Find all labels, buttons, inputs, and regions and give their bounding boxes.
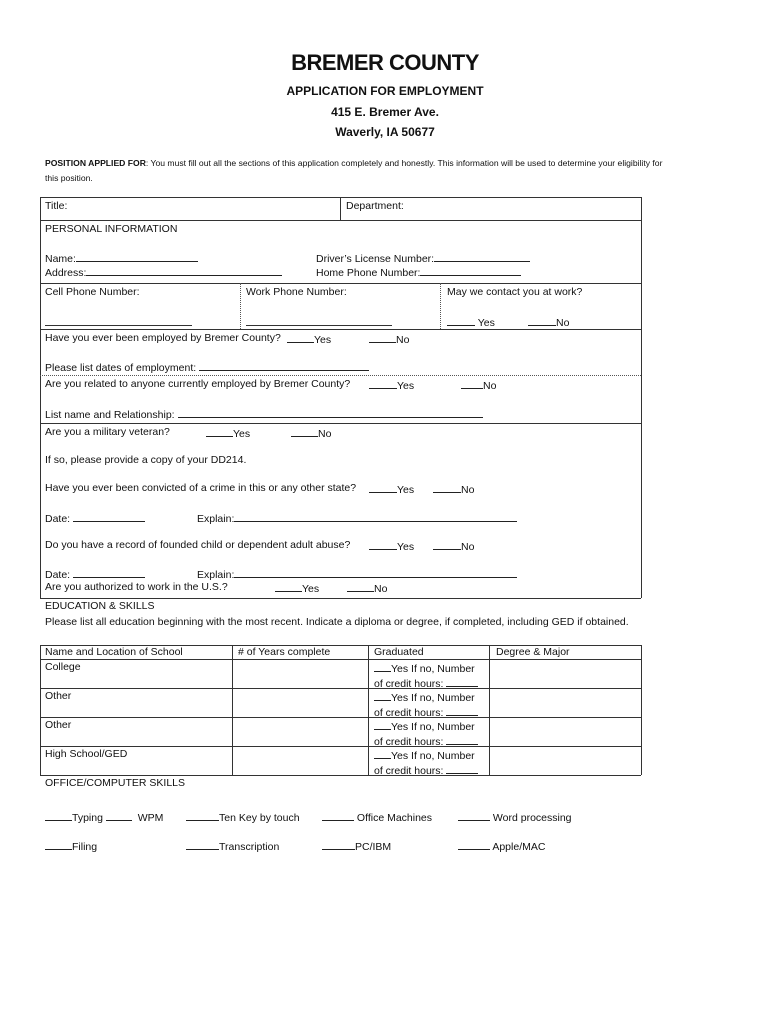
skills-heading: OFFICE/COMPUTER SKILLS: [45, 777, 186, 789]
skill-filing[interactable]: [45, 839, 97, 853]
box-left: [40, 197, 41, 598]
drivers-license-field[interactable]: [316, 251, 530, 265]
conviction-explain-label: Explain:: [197, 513, 235, 525]
abuse-date-label: Date:: [45, 569, 71, 581]
authorized-yes-label: Yes: [302, 583, 320, 595]
transcription-blank[interactable]: [186, 839, 219, 850]
name-field[interactable]: [45, 251, 198, 265]
convicted-no-label: No: [461, 484, 475, 496]
edu-row-other-2: Other: [45, 719, 72, 731]
graduated-yes-blank[interactable]: [374, 661, 391, 672]
address-line-1: 415 E. Bremer Ave.: [331, 105, 439, 119]
abuse-date-blank[interactable]: [73, 567, 145, 578]
address-line-2: Waverly, IA 50677: [335, 125, 435, 139]
intro-text-2: this position.: [45, 173, 93, 183]
phone-divider-1: [240, 283, 241, 329]
dd214-label: If so, please provide a copy of your DD214.: [45, 454, 247, 466]
edu-col-header-years: # of Years complete: [238, 646, 331, 658]
title-divider: [340, 197, 341, 220]
authorized-label: Are you authorized to work in the U.S.?: [45, 581, 228, 593]
veteran-yes-blank[interactable]: [206, 426, 233, 437]
authorized-yes-blank[interactable]: [275, 581, 302, 592]
employed-no-label: No: [396, 334, 410, 346]
edu-col-2: [368, 645, 369, 775]
graduated-cell[interactable]: [374, 690, 478, 720]
county-title: BREMER COUNTY: [291, 50, 479, 75]
veteran-no[interactable]: [291, 426, 331, 440]
filing-blank[interactable]: [45, 839, 72, 850]
graduated-line-2: of credit hours:: [374, 765, 444, 777]
employed-before-label: Have you ever been employed by Bremer County?: [45, 332, 281, 344]
apple-mac-label: Apple/MAC: [492, 841, 546, 853]
education-instructions: Please list all education beginning with the most recent. Indicate a diploma or degree, if completed, including GED if obtained.: [45, 616, 629, 628]
edu-row-line-2: [40, 717, 641, 718]
skill-apple-mac[interactable]: [458, 839, 545, 853]
related-no-label: No: [483, 380, 497, 392]
ten-key-label: Ten Key by touch: [219, 812, 300, 824]
abuse-explain-label: Explain:: [197, 569, 235, 581]
abuse-date-field[interactable]: [45, 567, 145, 581]
box-bottom: [40, 598, 641, 599]
abuse-no-blank[interactable]: [433, 539, 461, 550]
edu-col-header-school: Name and Location of School: [45, 646, 183, 658]
graduated-yes-blank[interactable]: [374, 690, 391, 701]
authorized-no-label: No: [374, 583, 388, 595]
graduated-line-2: of credit hours:: [374, 736, 444, 748]
graduated-line-2: of credit hours:: [374, 678, 444, 690]
typing-label: Typing: [72, 812, 103, 824]
abuse-yes[interactable]: [369, 539, 414, 553]
convicted-label: Have you ever been convicted of a crime in this or any other state?: [45, 482, 357, 494]
dotted-divider-1: [40, 375, 641, 376]
related-no[interactable]: [461, 378, 496, 392]
abuse-yes-label: Yes: [397, 541, 415, 553]
pc-ibm-blank[interactable]: [322, 839, 355, 850]
edu-header-bottom: [40, 659, 641, 660]
intro-text-1: : You must fill out all the sections of this application completely and honestly. This information will be used to determine your eligibility for: [145, 158, 663, 168]
line-after-related: [40, 423, 641, 424]
authorized-no[interactable]: [347, 581, 387, 595]
employed-yes[interactable]: [287, 332, 331, 346]
line-before-phones: [40, 283, 641, 284]
contact-yes-blank[interactable]: [447, 315, 475, 326]
employed-yes-blank[interactable]: [287, 332, 314, 343]
skill-transcription[interactable]: [186, 839, 279, 853]
contact-yes-label: Yes: [477, 317, 495, 329]
home-phone-label: Home Phone Number:: [316, 267, 421, 279]
credit-hours-blank[interactable]: [446, 676, 478, 687]
contact-no-label: No: [556, 317, 570, 329]
contact-yes[interactable]: [447, 315, 495, 329]
office-machines-label: Office Machines: [356, 812, 433, 824]
position-applied-label: POSITION APPLIED FOR: [45, 158, 146, 168]
word-processing-blank[interactable]: [458, 810, 490, 821]
edu-row-other-1: Other: [45, 690, 72, 702]
drivers-license-blank[interactable]: [434, 251, 530, 262]
graduated-yes-blank[interactable]: [374, 719, 391, 730]
employed-no-blank[interactable]: [369, 332, 396, 343]
dates-employment-blank[interactable]: [199, 360, 369, 371]
conviction-explain-field[interactable]: [197, 511, 517, 525]
related-no-blank[interactable]: [461, 378, 483, 389]
employed-yes-label: Yes: [314, 334, 332, 346]
title-label: Title:: [45, 200, 68, 212]
graduated-line-1: Yes If no, Number: [391, 663, 475, 675]
name-relationship-field[interactable]: [45, 407, 483, 421]
graduated-line-2: of credit hours:: [374, 707, 444, 719]
dates-employment-label: Please list dates of employment:: [45, 362, 197, 374]
graduated-line-1: Yes If no, Number: [391, 692, 475, 704]
abuse-no[interactable]: [433, 539, 474, 553]
related-yes-blank[interactable]: [369, 378, 397, 389]
department-label: Department:: [346, 200, 404, 212]
related-yes[interactable]: [369, 378, 414, 392]
cell-phone-blank[interactable]: [45, 325, 192, 326]
phone-divider-2: [440, 283, 441, 329]
contact-no[interactable]: [528, 315, 569, 329]
transcription-label: Transcription: [219, 841, 280, 853]
convicted-no[interactable]: [433, 482, 474, 496]
address-blank[interactable]: [86, 265, 282, 276]
credit-hours-blank[interactable]: [446, 734, 478, 745]
conviction-date-label: Date:: [45, 513, 71, 525]
home-phone-blank[interactable]: [420, 265, 521, 276]
name-relationship-blank[interactable]: [178, 407, 483, 418]
graduated-line-1: Yes If no, Number: [391, 721, 475, 733]
drivers-license-label: Driver’s License Number:: [316, 253, 435, 265]
edu-row-highschool: High School/GED: [45, 748, 128, 760]
name-label: Name:: [45, 253, 76, 265]
employed-no[interactable]: [369, 332, 409, 346]
authorized-no-blank[interactable]: [347, 581, 374, 592]
education-heading: EDUCATION & SKILLS: [45, 600, 155, 612]
edu-col-4: [641, 645, 642, 775]
ten-key-blank[interactable]: [186, 810, 219, 821]
edu-row-line-3: [40, 746, 641, 747]
convicted-yes-blank[interactable]: [369, 482, 397, 493]
line-after-title: [40, 220, 641, 221]
veteran-no-label: No: [318, 428, 332, 440]
wpm-blank[interactable]: [106, 810, 132, 821]
graduated-cell[interactable]: [374, 661, 478, 691]
home-phone-field[interactable]: [316, 265, 521, 279]
filing-label: Filing: [72, 841, 98, 853]
convicted-yes[interactable]: [369, 482, 414, 496]
related-label: Are you related to anyone currently employed by Bremer County?: [45, 378, 351, 390]
personal-info-heading: PERSONAL INFORMATION: [45, 223, 178, 235]
address-field[interactable]: [45, 265, 282, 279]
abuse-record-label: Do you have a record of founded child or dependent adult abuse?: [45, 539, 351, 551]
convicted-yes-label: Yes: [397, 484, 415, 496]
edu-col-header-graduated: Graduated: [374, 646, 424, 658]
word-processing-label: Word processing: [492, 812, 572, 824]
typing-blank[interactable]: [45, 810, 72, 821]
authorized-yes[interactable]: [275, 581, 319, 595]
conviction-explain-blank[interactable]: [234, 511, 517, 522]
veteran-label: Are you a military veteran?: [45, 426, 170, 438]
convicted-no-blank[interactable]: [433, 482, 461, 493]
veteran-yes[interactable]: [206, 426, 250, 440]
veteran-yes-label: Yes: [233, 428, 251, 440]
edu-col-3: [489, 645, 490, 775]
name-blank[interactable]: [76, 251, 198, 262]
address-label: Address:: [45, 267, 87, 279]
apple-mac-blank[interactable]: [458, 839, 490, 850]
credit-hours-blank[interactable]: [446, 763, 478, 774]
edu-table-bottom: [40, 775, 641, 776]
skill-typing[interactable]: [45, 810, 163, 824]
veteran-no-blank[interactable]: [291, 426, 318, 437]
graduated-yes-blank[interactable]: [374, 748, 391, 759]
abuse-yes-blank[interactable]: [369, 539, 397, 550]
graduated-line-1: Yes If no, Number: [391, 750, 475, 762]
office-machines-blank[interactable]: [322, 810, 354, 821]
abuse-no-label: No: [461, 541, 475, 553]
conviction-date-blank[interactable]: [73, 511, 145, 522]
skill-ten-key[interactable]: [186, 810, 300, 824]
skill-word-processing[interactable]: [458, 810, 572, 824]
work-phone-label: Work Phone Number:: [246, 286, 347, 298]
line-after-phones: [40, 329, 641, 330]
graduated-cell[interactable]: [374, 719, 478, 749]
abuse-explain-blank[interactable]: [234, 567, 517, 578]
skill-pc-ibm[interactable]: [322, 839, 391, 853]
edu-row-college: College: [45, 661, 81, 673]
edu-col-0: [40, 645, 41, 775]
form-title: APPLICATION FOR EMPLOYMENT: [286, 84, 484, 98]
name-relationship-label: List name and Relationship:: [45, 409, 175, 421]
related-yes-label: Yes: [397, 380, 415, 392]
edu-col-1: [232, 645, 233, 775]
wpm-label: WPM: [137, 812, 164, 824]
work-phone-blank[interactable]: [246, 325, 392, 326]
contact-no-blank[interactable]: [528, 315, 556, 326]
edu-col-header-degree: Degree & Major: [496, 646, 570, 658]
edu-row-line-1: [40, 688, 641, 689]
credit-hours-blank[interactable]: [446, 705, 478, 716]
conviction-date-field[interactable]: [45, 511, 145, 525]
dates-employment-field[interactable]: [45, 360, 369, 374]
skill-office-machines[interactable]: [322, 810, 432, 824]
intro-paragraph: [45, 156, 725, 186]
box-right: [641, 197, 642, 598]
contact-at-work-label: May we contact you at work?: [447, 286, 583, 298]
graduated-cell[interactable]: [374, 748, 478, 778]
cell-phone-label: Cell Phone Number:: [45, 286, 140, 298]
abuse-explain-field[interactable]: [197, 567, 517, 581]
pc-ibm-label: PC/IBM: [355, 841, 392, 853]
